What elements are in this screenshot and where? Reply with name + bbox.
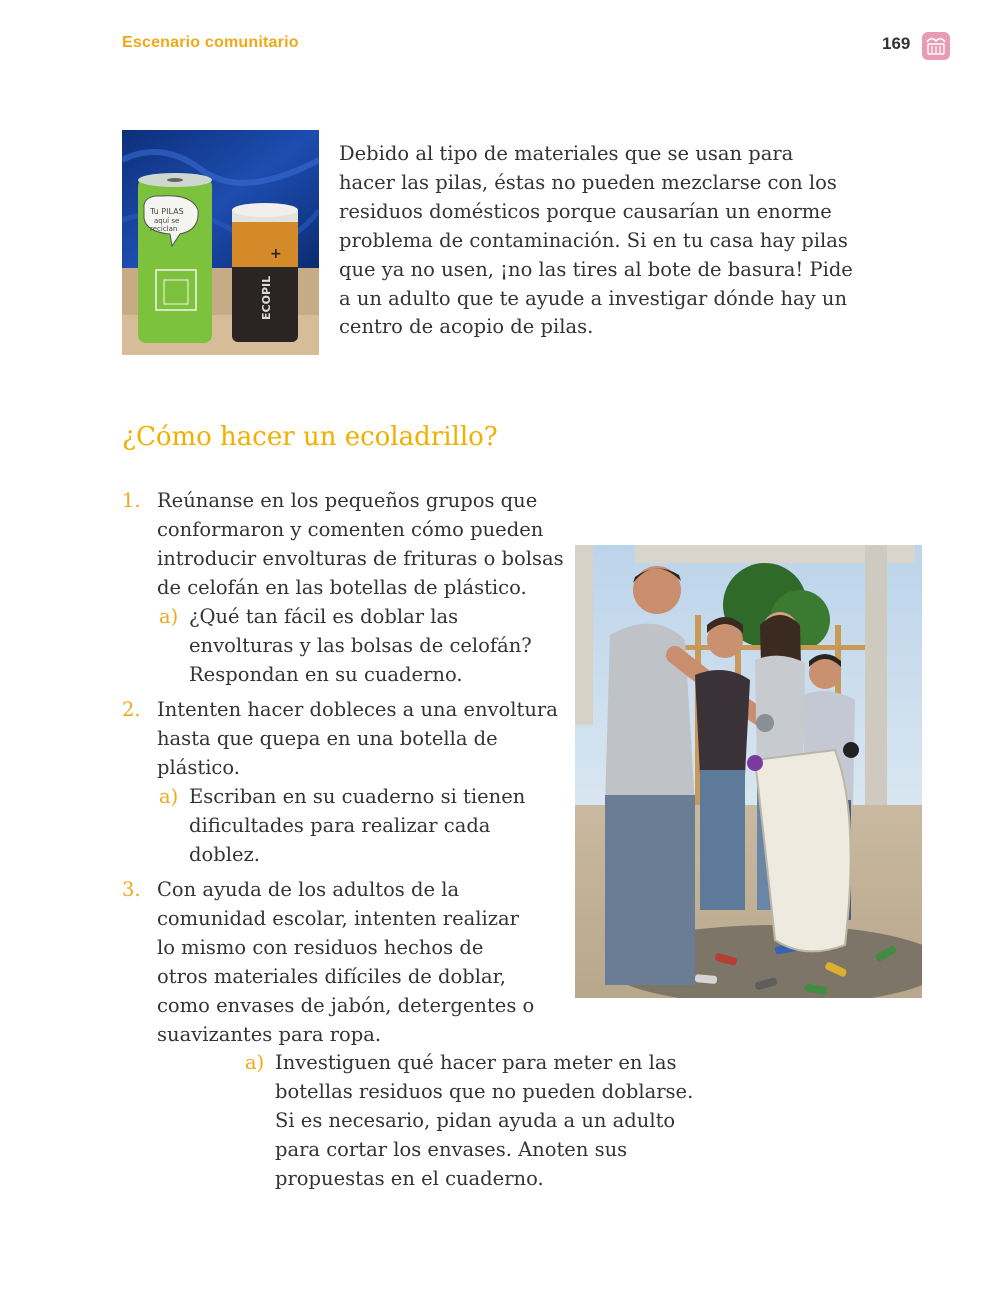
step-line: plástico. [157, 756, 240, 779]
step-line: como envases de jabón, detergentes o [157, 994, 535, 1017]
step-line: Reúnanse en los pequeños grupos que [157, 489, 538, 512]
step-line: suavizantes para ropa. [157, 1023, 382, 1046]
step-3 [122, 875, 572, 1049]
step-line: hasta que quepa en una botella de [157, 727, 498, 750]
battery-label: ECOPIL [260, 275, 273, 320]
step-line: lo mismo con residuos hechos de [157, 936, 484, 959]
intro-line: residuos domésticos porque causarían un enorme [339, 199, 832, 223]
intro-line: problema de contaminación. Si en tu casa hay pilas [339, 228, 848, 252]
steps-list [122, 486, 572, 1049]
step-line: introducir envolturas de frituras o bolsas [157, 547, 564, 570]
intro-line: a un adulto que te ayude a investigar dónde hay un [339, 286, 847, 310]
sub-line: ¿Qué tan fácil es doblar las [189, 605, 459, 628]
sub-line: envolturas y las bolsas de celofán? [189, 634, 532, 657]
section-header: Escenario comunitario [122, 34, 299, 51]
label-line-3: reciclan [150, 225, 178, 233]
sub-line: Escriban en su cuaderno si tienen [189, 785, 526, 808]
step-line: de celofán en las botellas de plástico. [157, 576, 527, 599]
step-number: 2. [122, 698, 141, 721]
sub-line: para cortar los envases. Anoten sus [275, 1138, 628, 1161]
section-title: ¿Cómo hacer un ecoladrillo? [122, 422, 498, 452]
intro-line: que ya no usen, ¡no las tires al bote de basura! Pide [339, 257, 853, 281]
step-number: 3. [122, 878, 141, 901]
sub-letter: a) [159, 605, 179, 628]
label-line-1: Tu PILAS [150, 207, 184, 216]
step-line: Intenten hacer dobleces a una envoltura [157, 698, 558, 721]
step-3-sub-a-body [243, 1048, 723, 1193]
step-3-sub-a [243, 1048, 723, 1193]
sub-line: propuestas en el cuaderno. [275, 1167, 544, 1190]
sub-letter: a) [245, 1051, 265, 1074]
label-line-2: aquí se [154, 217, 180, 225]
battery-recycling-photo [122, 130, 319, 355]
step-2-sub-a [157, 782, 572, 869]
sub-line: dificultades para realizar cada [189, 814, 491, 837]
step-line: comunidad escolar, intenten realizar [157, 907, 519, 930]
sub-line: Si es necesario, pidan ayuda a un adulto [275, 1109, 676, 1132]
corner-logo-icon [922, 32, 950, 60]
step-line: otros materiales difíciles de doblar, [157, 965, 506, 988]
sub-line: botellas residuos que no pueden doblarse. [275, 1080, 694, 1103]
sub-line: Investiguen qué hacer para meter en las [275, 1051, 677, 1074]
step-line: Con ayuda de los adultos de la [157, 878, 460, 901]
intro-line: hacer las pilas, éstas no pueden mezclarse con los [339, 170, 837, 194]
ecobrick-group-photo [575, 545, 922, 998]
sub-letter: a) [159, 785, 179, 808]
step-1 [122, 486, 572, 689]
step-line: conformaron y comenten cómo pueden [157, 518, 544, 541]
intro-line: centro de acopio de pilas. [339, 315, 594, 339]
page-number: 169 [882, 34, 911, 53]
intro-line: Debido al tipo de materiales que se usan para [339, 142, 794, 165]
battery-plus: + [270, 246, 282, 262]
sub-line: Respondan en su cuaderno. [189, 663, 463, 686]
step-1-sub-a [157, 602, 572, 689]
step-2 [122, 695, 572, 869]
step-number: 1. [122, 489, 141, 512]
intro-paragraph [339, 140, 864, 342]
sub-line: doblez. [189, 843, 260, 866]
